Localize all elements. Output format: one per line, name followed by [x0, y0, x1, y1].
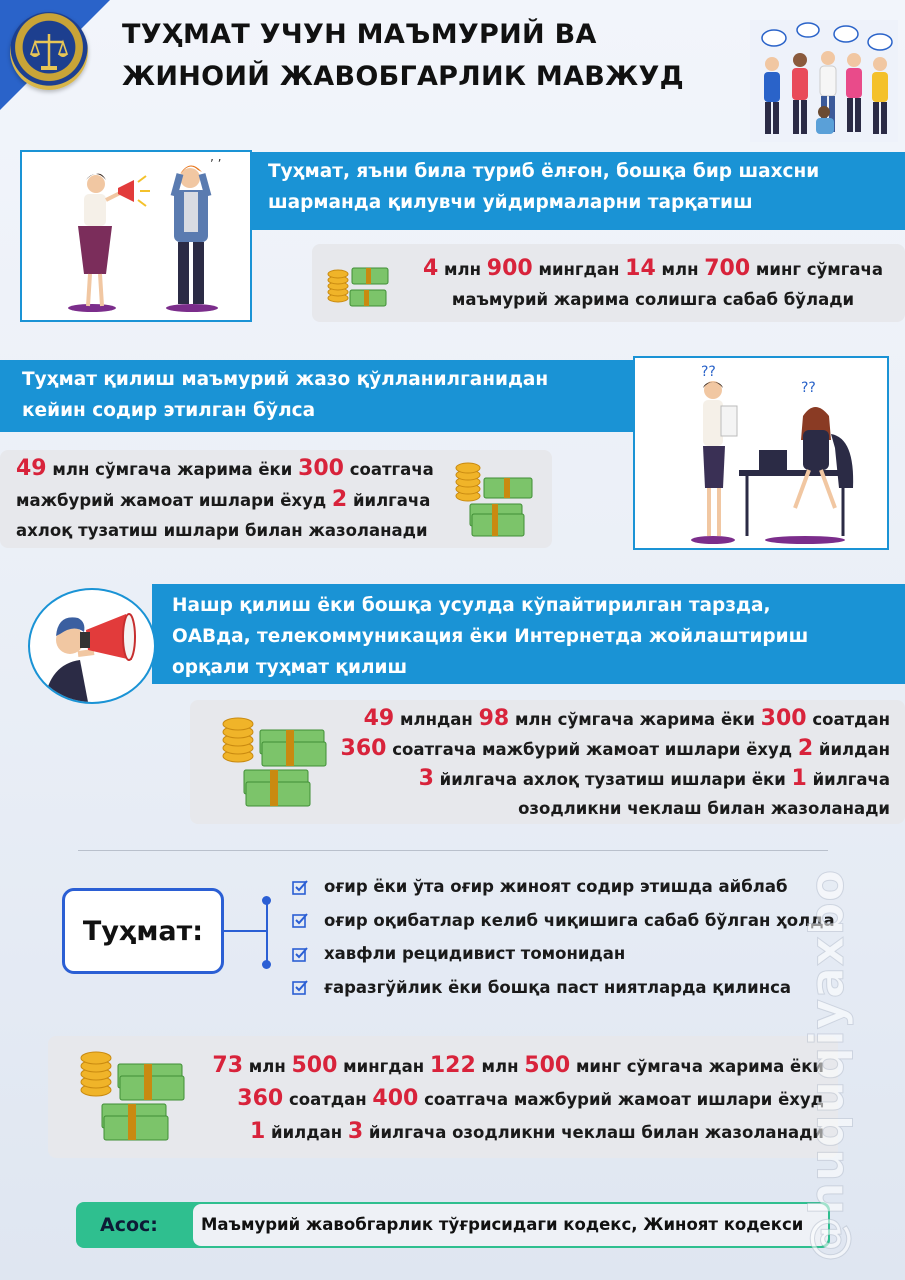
amount: 360 — [340, 736, 387, 761]
amount: 900 — [486, 256, 533, 281]
list-item — [290, 937, 835, 971]
checkbox-checked-icon — [290, 946, 310, 962]
divider — [78, 850, 828, 851]
text: йилгача — [347, 491, 431, 510]
tuhmat-label: Туҳмат: — [82, 915, 204, 947]
title-line-2: ЖИНОИЙ ЖАВОБГАРЛИК МАВЖУД — [122, 61, 684, 92]
svg-text:??: ?? — [801, 380, 816, 396]
section1-penalty-line2: маъмурий жарима солишга сабаб бўлади — [451, 290, 855, 309]
section1-penalty-box — [312, 244, 905, 322]
amount: 3 — [418, 766, 434, 791]
money-coins-icon — [74, 1044, 190, 1148]
section2-heading-line2: кейин содир этилган бўлса — [22, 400, 316, 421]
text: соатдан — [283, 1090, 373, 1109]
text: минг сўмгача жарима ёки — [570, 1057, 824, 1076]
amount: 2 — [331, 487, 348, 512]
legal-basis-text: Маъмурий жавобгарлик тўғрисидаги кодекс, Жиноят кодекси — [193, 1204, 828, 1246]
section1-heading-line2: шарманда қилувчи уйдирмаларни тарқатиш — [268, 192, 753, 213]
amount: 2 — [797, 736, 814, 761]
amount: 400 — [372, 1086, 419, 1111]
text: млн сўмгача жарима ёки — [46, 460, 299, 479]
section3-illustration-circle — [28, 588, 156, 704]
amount: 3 — [347, 1119, 364, 1144]
amount: 500 — [291, 1053, 338, 1078]
amount: 73 — [212, 1053, 244, 1078]
list-item-label: оғир оқибатлар келиб чиқишига сабаб бўлган ҳолда — [324, 910, 835, 930]
section3-penalty-box — [190, 700, 905, 824]
amount: 122 — [429, 1053, 476, 1078]
amount: 4 — [423, 256, 439, 281]
ministry-emblem-logo — [10, 12, 88, 90]
scales-icon — [29, 30, 69, 72]
office-workers-illustration — [635, 358, 887, 548]
crowd-gossip-illustration — [750, 20, 898, 142]
money-coins-icon — [452, 458, 544, 538]
man-with-megaphone-illustration — [30, 590, 154, 702]
text: йилдан — [265, 1123, 348, 1142]
text: млн — [438, 260, 487, 279]
amount: 14 — [625, 256, 656, 281]
text: йилдан — [813, 740, 890, 759]
section2-penalty-box — [0, 450, 552, 548]
section3-penalty-text — [340, 704, 890, 823]
list-item — [290, 904, 835, 938]
text: йилгача — [806, 770, 890, 789]
section1-heading-line1: Туҳмат, яъни била туриб ёлғон, бошқа бир шахсни — [268, 161, 820, 182]
text: йилгача озодликни чеклаш билан жазоланади — [363, 1123, 824, 1142]
section3-penalty-line4: озодликни чеклаш билан жазоланади — [518, 799, 890, 818]
section2-penalty-text — [16, 454, 456, 546]
section2-illustration-frame — [633, 356, 889, 550]
amount: 1 — [249, 1119, 266, 1144]
section4-penalty-text — [198, 1050, 824, 1149]
connector-line — [224, 930, 266, 932]
amount: 700 — [704, 256, 751, 281]
amount: 300 — [298, 456, 344, 481]
amount: 300 — [760, 706, 807, 731]
section4-penalty-box — [48, 1036, 838, 1158]
amount: 1 — [791, 766, 807, 791]
text: мингдан — [532, 260, 626, 279]
bracket-line — [266, 900, 268, 964]
section3-heading-line1: Нашр қилиш ёки бошқа усулда кўпайтирилган тарзда, — [172, 595, 771, 616]
text: млн — [243, 1057, 292, 1076]
checkbox-checked-icon — [290, 979, 310, 995]
text: млндан — [394, 710, 479, 729]
list-item-label: ғаразгўйлик ёки бошқа паст ниятларда қилинса — [324, 977, 792, 997]
section3-heading-line3: орқали туҳмат қилиш — [172, 657, 408, 678]
text: минг сўмгача — [750, 260, 883, 279]
legal-basis-label: Асос: — [100, 1214, 158, 1236]
checkbox-checked-icon — [290, 879, 310, 895]
tuhmat-label-box — [62, 888, 224, 974]
svg-text:’ ’: ’ ’ — [210, 157, 222, 171]
amount: 360 — [237, 1086, 284, 1111]
text: соатгача мажбурий жамоат ишлари ёхуд — [418, 1090, 824, 1109]
amount: 98 — [478, 706, 510, 731]
section3-heading-bar — [152, 584, 905, 684]
legal-basis-bar — [76, 1202, 830, 1248]
amount: 49 — [363, 706, 395, 731]
list-item-label: оғир ёки ўта оғир жиноят содир этишда айблаб — [324, 877, 788, 897]
svg-text:??: ?? — [701, 364, 716, 380]
section1-illustration-frame — [20, 150, 252, 322]
text: соатдан — [806, 710, 890, 729]
title-line-1: ТУҲМАТ УЧУН МАЪМУРИЙ ВА — [122, 19, 597, 50]
text: соатгача мажбурий жамоат ишлари ёхуд — [386, 740, 798, 759]
section1-heading-bar — [252, 152, 905, 230]
section1-penalty-text — [408, 254, 898, 315]
bracket-dot-top — [262, 896, 271, 905]
section2-heading-bar — [0, 360, 640, 432]
watermark: @huquqiyaxbo — [800, 868, 854, 1262]
section2-penalty-line3: ахлоқ тузатиш ишлари билан жазоланади — [16, 521, 428, 540]
aggravating-circumstances-list — [290, 870, 835, 1004]
text: млн — [475, 1057, 525, 1076]
list-item — [290, 870, 835, 904]
shouting-woman-megaphone-illustration — [22, 152, 250, 320]
money-coins-icon — [216, 710, 332, 814]
money-coins-icon — [324, 248, 398, 316]
bracket-dot-bottom — [262, 960, 271, 969]
amount: 49 — [16, 456, 47, 481]
text: йилгача ахлоқ тузатиш ишлари ёки — [433, 770, 792, 789]
checkbox-checked-icon — [290, 912, 310, 928]
section2-heading-line1: Туҳмат қилиш маъмурий жазо қўлланилганидан — [22, 369, 549, 390]
text: соатгача — [344, 460, 434, 479]
text: млн сўмгача жарима ёки — [509, 710, 761, 729]
list-item — [290, 971, 835, 1005]
list-item-label: хавфли рецидивист томонидан — [324, 944, 626, 964]
text: мингдан — [337, 1057, 430, 1076]
amount: 500 — [524, 1053, 571, 1078]
page-title — [122, 14, 742, 98]
section3-heading-line2: ОАВда, телекоммуникация ёки Интернетда жойлаштириш — [172, 626, 809, 647]
text: млн — [655, 260, 705, 279]
text: мажбурий жамоат ишлари ёхуд — [16, 491, 332, 510]
